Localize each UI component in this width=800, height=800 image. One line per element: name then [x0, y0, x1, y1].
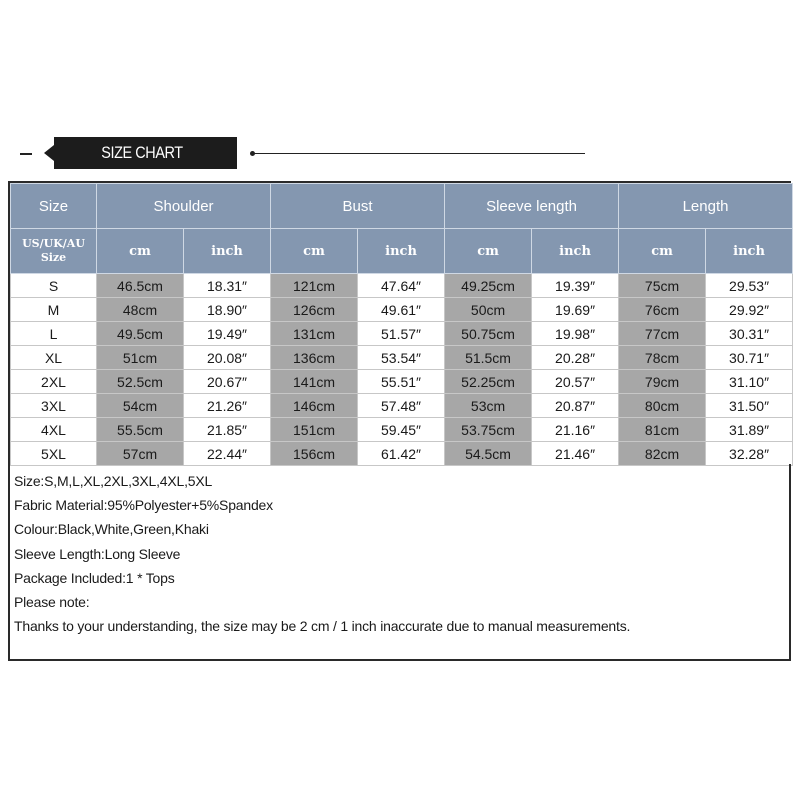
table-row: [11, 394, 793, 418]
note-line: Package Included:1 * Tops: [14, 569, 175, 586]
header-shoulder: Shoulder: [97, 184, 271, 229]
sleeve-inch-cell: 19.98″: [532, 322, 619, 346]
table-row: [11, 346, 793, 370]
length-cm-cell: 82cm: [619, 442, 706, 466]
length-inch-cell: 29.92″: [706, 298, 793, 322]
bust-inch-cell: 59.45″: [358, 418, 445, 442]
banner-notch: [44, 145, 54, 161]
length-inch-cell: 31.50″: [706, 394, 793, 418]
bust-inch-cell: 55.51″: [358, 370, 445, 394]
shoulder-inch-cell: 20.67″: [184, 370, 271, 394]
length-cm-cell: 79cm: [619, 370, 706, 394]
shoulder-cm-cell: 49.5cm: [97, 322, 184, 346]
length-cm-cell: 80cm: [619, 394, 706, 418]
bust-cm-cell: 151cm: [271, 418, 358, 442]
note-line: Size:S,M,L,XL,2XL,3XL,4XL,5XL: [14, 473, 213, 489]
header-bust: Bust: [271, 184, 445, 229]
sleeve-cm-cell: 54.5cm: [445, 442, 532, 466]
subheader-size-label: Size: [40, 251, 67, 264]
bust-inch-cell: 51.57″: [358, 322, 445, 346]
sleeve-cm-cell: 51.5cm: [445, 346, 532, 370]
subheader-cm: cm: [271, 229, 358, 274]
bust-cm-cell: 126cm: [271, 298, 358, 322]
bust-cm-cell: 146cm: [271, 394, 358, 418]
bust-inch-cell: 49.61″: [358, 298, 445, 322]
length-inch-cell: 32.28″: [706, 442, 793, 466]
length-inch-cell: 31.89″: [706, 418, 793, 442]
table-row: [11, 418, 793, 442]
sleeve-cm-cell: 53cm: [445, 394, 532, 418]
note-line: Fabric Material:95%Polyester+5%Spandex: [14, 497, 273, 514]
shoulder-cm-cell: 52.5cm: [97, 370, 184, 394]
shoulder-cm-cell: 48cm: [97, 298, 184, 322]
bust-cm-cell: 121cm: [271, 274, 358, 298]
bust-inch-cell: 53.54″: [358, 346, 445, 370]
table-row: [11, 322, 793, 346]
note-line: Colour:Black,White,Green,Khaki: [14, 521, 209, 538]
length-cm-cell: 75cm: [619, 274, 706, 298]
chart-header: [0, 0, 800, 180]
bust-inch-cell: 47.64″: [358, 274, 445, 298]
product-notes: [8, 464, 791, 661]
length-inch-cell: 30.71″: [706, 346, 793, 370]
size-cell: 3XL: [11, 394, 97, 418]
note-line: Sleeve Length:Long Sleeve: [14, 545, 181, 562]
size-cell: 2XL: [11, 370, 97, 394]
length-cm-cell: 78cm: [619, 346, 706, 370]
shoulder-cm-cell: 46.5cm: [97, 274, 184, 298]
length-inch-cell: 31.10″: [706, 370, 793, 394]
header-sleeve-length: Sleeve length: [445, 184, 619, 229]
subheader-size-region: US/UK/AU: [22, 237, 85, 250]
size-cell: XL: [11, 346, 97, 370]
header-rule: [253, 153, 585, 154]
length-inch-cell: 30.31″: [706, 322, 793, 346]
sleeve-cm-cell: 53.75cm: [445, 418, 532, 442]
length-cm-cell: 81cm: [619, 418, 706, 442]
subheader-inch: inch: [706, 229, 793, 274]
table-row: [11, 298, 793, 322]
sleeve-inch-cell: 21.16″: [532, 418, 619, 442]
subheader-cm: cm: [619, 229, 706, 274]
subheader-cm: cm: [97, 229, 184, 274]
shoulder-inch-cell: 20.08″: [184, 346, 271, 370]
subheader-cm: cm: [445, 229, 532, 274]
sleeve-cm-cell: 52.25cm: [445, 370, 532, 394]
bust-cm-cell: 131cm: [271, 322, 358, 346]
bust-inch-cell: 61.42″: [358, 442, 445, 466]
length-inch-cell: 29.53″: [706, 274, 793, 298]
note-line: Thanks to your understanding, the size may be 2 cm / 1 inch inaccurate due to manual measurements.: [14, 618, 631, 635]
header-length: Length: [619, 184, 793, 229]
bust-inch-cell: 57.48″: [358, 394, 445, 418]
shoulder-cm-cell: 57cm: [97, 442, 184, 466]
shoulder-inch-cell: 21.85″: [184, 418, 271, 442]
sleeve-inch-cell: 19.39″: [532, 274, 619, 298]
table-row: [11, 442, 793, 466]
shoulder-inch-cell: 21.26″: [184, 394, 271, 418]
sleeve-cm-cell: 50cm: [445, 298, 532, 322]
shoulder-inch-cell: 18.31″: [184, 274, 271, 298]
sleeve-inch-cell: 20.57″: [532, 370, 619, 394]
size-table: [10, 183, 793, 466]
bust-cm-cell: 141cm: [271, 370, 358, 394]
size-cell: L: [11, 322, 97, 346]
size-cell: 4XL: [11, 418, 97, 442]
page-title: SIZE CHART: [101, 143, 183, 162]
sleeve-cm-cell: 49.25cm: [445, 274, 532, 298]
size-cell: M: [11, 298, 97, 322]
table-row: [11, 274, 793, 298]
shoulder-cm-cell: 55.5cm: [97, 418, 184, 442]
subheader-inch: inch: [358, 229, 445, 274]
header-left-dash: [20, 153, 32, 155]
bust-cm-cell: 156cm: [271, 442, 358, 466]
shoulder-inch-cell: 18.90″: [184, 298, 271, 322]
shoulder-inch-cell: 22.44″: [184, 442, 271, 466]
length-cm-cell: 76cm: [619, 298, 706, 322]
sleeve-inch-cell: 20.87″: [532, 394, 619, 418]
size-cell: 5XL: [11, 442, 97, 466]
shoulder-cm-cell: 54cm: [97, 394, 184, 418]
size-cell: S: [11, 274, 97, 298]
size-table-container: [8, 181, 791, 464]
sleeve-cm-cell: 50.75cm: [445, 322, 532, 346]
shoulder-cm-cell: 51cm: [97, 346, 184, 370]
note-line: Please note:: [14, 594, 90, 611]
table-row: [11, 370, 793, 394]
size-table-body: [11, 274, 793, 466]
bust-cm-cell: 136cm: [271, 346, 358, 370]
length-cm-cell: 77cm: [619, 322, 706, 346]
sleeve-inch-cell: 21.46″: [532, 442, 619, 466]
shoulder-inch-cell: 19.49″: [184, 322, 271, 346]
header-size: Size: [11, 184, 97, 229]
sleeve-inch-cell: 20.28″: [532, 346, 619, 370]
subheader-inch: inch: [532, 229, 619, 274]
subheader-inch: inch: [184, 229, 271, 274]
subheader-size: [11, 229, 97, 274]
sleeve-inch-cell: 19.69″: [532, 298, 619, 322]
